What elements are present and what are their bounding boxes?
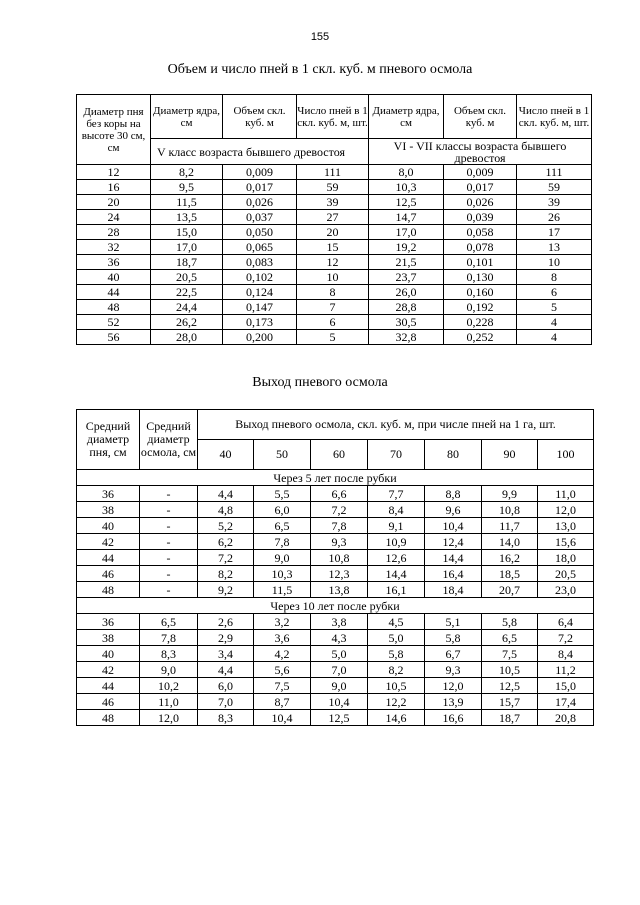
table-cell: 14,0 xyxy=(482,534,538,550)
table-cell: 12,6 xyxy=(368,550,425,566)
table-cell: 0,017 xyxy=(223,180,297,195)
table-cell: 24 xyxy=(77,210,151,225)
table-cell: 32,8 xyxy=(369,330,444,345)
table-cell: 13 xyxy=(517,240,592,255)
table-cell: 7,7 xyxy=(368,486,425,502)
table-cell: 7,2 xyxy=(198,550,254,566)
header-stump-diameter: Диаметр пня без коры на высоте 30 см, см xyxy=(77,95,151,165)
header-stump-count: 50 xyxy=(254,440,311,470)
table1-title: Объем и число пней в 1 скл. куб. м пневого осмола xyxy=(167,62,473,77)
table-cell: 20 xyxy=(77,195,151,210)
table-cell: 9,0 xyxy=(311,678,368,694)
table-cell: 44 xyxy=(77,550,140,566)
table-cell: 4 xyxy=(517,315,592,330)
table-cell: 8,2 xyxy=(198,566,254,582)
header-stump-count: 80 xyxy=(425,440,482,470)
table-row xyxy=(77,315,592,330)
table-cell: 7,8 xyxy=(140,630,198,646)
header-stump-count: 100 xyxy=(538,440,594,470)
table-cell: 0,039 xyxy=(444,210,517,225)
table-cell: 4,4 xyxy=(198,662,254,678)
table-cell: 44 xyxy=(77,678,140,694)
table-cell: 46 xyxy=(77,694,140,710)
stump-volume-table xyxy=(76,94,592,345)
table-cell: 11,7 xyxy=(482,518,538,534)
header-stump-count: 40 xyxy=(198,440,254,470)
header-count-b: Число пней в 1 скл. куб. м, шт. xyxy=(517,95,592,139)
table-cell: 12,5 xyxy=(311,710,368,726)
table-cell: 7,5 xyxy=(482,646,538,662)
table-cell: 5 xyxy=(517,300,592,315)
table-cell: 4,5 xyxy=(368,614,425,630)
table-cell: 12 xyxy=(297,255,369,270)
section-label: Через 5 лет после рубки xyxy=(77,470,594,486)
table-cell: 18,7 xyxy=(482,710,538,726)
table-cell: 9,5 xyxy=(151,180,223,195)
table-cell: 6,5 xyxy=(140,614,198,630)
table-row xyxy=(77,646,594,662)
table-cell: 15,7 xyxy=(482,694,538,710)
table-cell: 44 xyxy=(77,285,151,300)
table-cell: 8,2 xyxy=(151,165,223,180)
header-stump-count: 90 xyxy=(482,440,538,470)
table-cell: 5,8 xyxy=(425,630,482,646)
table-cell: 16,2 xyxy=(482,550,538,566)
table-cell: 20,5 xyxy=(151,270,223,285)
table-cell: 9,3 xyxy=(311,534,368,550)
table-cell: 9,0 xyxy=(254,550,311,566)
table-row xyxy=(77,210,592,225)
table-cell: 7,2 xyxy=(311,502,368,518)
table-cell: 5,8 xyxy=(482,614,538,630)
resin-yield-table xyxy=(76,409,594,726)
table-row xyxy=(77,486,594,502)
table-cell: 18,0 xyxy=(538,550,594,566)
table-cell: 16,1 xyxy=(368,582,425,598)
table-cell: 10,5 xyxy=(368,678,425,694)
table-cell: 26 xyxy=(517,210,592,225)
table-row xyxy=(77,694,594,710)
table-cell: 18,5 xyxy=(482,566,538,582)
table-cell: 52 xyxy=(77,315,151,330)
table-cell: 7,0 xyxy=(311,662,368,678)
table-cell: 10,5 xyxy=(482,662,538,678)
table-cell: 0,037 xyxy=(223,210,297,225)
table-cell: 10,8 xyxy=(311,550,368,566)
table-cell: 13,9 xyxy=(425,694,482,710)
table-cell: 0,124 xyxy=(223,285,297,300)
header-yield: Выход пневого осмола, скл. куб. м, при числе пней на 1 га, шт. xyxy=(198,410,594,440)
table-cell: 10,3 xyxy=(369,180,444,195)
header-core-diameter-b: Диаметр ядра, см xyxy=(369,95,444,139)
table-cell: 10,9 xyxy=(368,534,425,550)
table-cell: 0,192 xyxy=(444,300,517,315)
table-cell: 15,0 xyxy=(151,225,223,240)
table-row xyxy=(77,550,594,566)
table-row xyxy=(77,300,592,315)
table-cell: 16 xyxy=(77,180,151,195)
table-cell: 12,4 xyxy=(425,534,482,550)
table-cell: 42 xyxy=(77,662,140,678)
table-cell: 8 xyxy=(517,270,592,285)
table-row xyxy=(77,195,592,210)
header-core-diameter-a: Диаметр ядра, см xyxy=(151,95,223,139)
table-cell: 0,058 xyxy=(444,225,517,240)
table-cell: 12,5 xyxy=(482,678,538,694)
table-cell: 20,7 xyxy=(482,582,538,598)
table-row xyxy=(77,662,594,678)
header-avg-resin-diameter: Средний диаметр осмола, см xyxy=(140,410,198,470)
table-cell: 5,0 xyxy=(311,646,368,662)
table-cell: 7,8 xyxy=(311,518,368,534)
table-cell: 8,4 xyxy=(538,646,594,662)
table-cell: 11,0 xyxy=(140,694,198,710)
table-cell: 17,4 xyxy=(538,694,594,710)
table-cell: 38 xyxy=(77,630,140,646)
header-avg-stump-diameter: Средний диаметр пня, см xyxy=(77,410,140,470)
table-cell: 3,8 xyxy=(311,614,368,630)
table-cell: 48 xyxy=(77,582,140,598)
table-cell: 39 xyxy=(297,195,369,210)
table-cell: 48 xyxy=(77,300,151,315)
table-cell: 15,6 xyxy=(538,534,594,550)
table-cell: 16,4 xyxy=(425,566,482,582)
section-label: Через 10 лет после рубки xyxy=(77,598,594,614)
table-row xyxy=(77,630,594,646)
table-row xyxy=(77,270,592,285)
table-cell: 8,0 xyxy=(369,165,444,180)
table-cell: 5,8 xyxy=(368,646,425,662)
table-cell: 11,5 xyxy=(254,582,311,598)
table-row xyxy=(77,678,594,694)
table-cell: 39 xyxy=(517,195,592,210)
table-cell: 12,3 xyxy=(311,566,368,582)
table-cell: 9,1 xyxy=(368,518,425,534)
table-cell: 27 xyxy=(297,210,369,225)
table-row xyxy=(77,518,594,534)
table-cell: 0,228 xyxy=(444,315,517,330)
table-cell: 9,9 xyxy=(482,486,538,502)
table-row xyxy=(77,330,592,345)
table-cell: 36 xyxy=(77,614,140,630)
table-cell: 0,026 xyxy=(444,195,517,210)
table-cell: 14,4 xyxy=(425,550,482,566)
table-cell: 111 xyxy=(517,165,592,180)
table-cell: 0,102 xyxy=(223,270,297,285)
table-cell: 0,026 xyxy=(223,195,297,210)
table-cell: 36 xyxy=(77,255,151,270)
table-row xyxy=(77,180,592,195)
table-cell: 8,3 xyxy=(140,646,198,662)
table-cell: 0,009 xyxy=(444,165,517,180)
table-cell: 4,3 xyxy=(311,630,368,646)
table-cell: 5,2 xyxy=(198,518,254,534)
table-row xyxy=(77,710,594,726)
header-group-age-class-vi-vii: VI - VII классы возраста бывшего древостоя xyxy=(369,139,592,165)
table-cell: 13,5 xyxy=(151,210,223,225)
table-cell: 19,2 xyxy=(369,240,444,255)
header-stump-count: 70 xyxy=(368,440,425,470)
table-cell: 0,078 xyxy=(444,240,517,255)
table-cell: 8,7 xyxy=(254,694,311,710)
table-cell: 46 xyxy=(77,566,140,582)
table-row xyxy=(77,285,592,300)
table-cell: 4,2 xyxy=(254,646,311,662)
table-cell: 3,6 xyxy=(254,630,311,646)
table-cell: 12,0 xyxy=(140,710,198,726)
table-cell: 12,5 xyxy=(369,195,444,210)
table-cell: 13,8 xyxy=(311,582,368,598)
section-row xyxy=(77,470,594,486)
table-cell: 7,0 xyxy=(198,694,254,710)
table-cell: 5,0 xyxy=(368,630,425,646)
table-cell: 36 xyxy=(77,486,140,502)
table-cell: 9,3 xyxy=(425,662,482,678)
table-cell: 0,200 xyxy=(223,330,297,345)
table-cell: 17,0 xyxy=(369,225,444,240)
page-number: 155 xyxy=(310,31,330,43)
table-cell: 6,0 xyxy=(254,502,311,518)
table-cell: 12,2 xyxy=(368,694,425,710)
table-cell: 0,130 xyxy=(444,270,517,285)
table-cell: 22,5 xyxy=(151,285,223,300)
table-cell: 28 xyxy=(77,225,151,240)
header-group-age-class-v: V класс возраста бывшего древостоя xyxy=(151,139,369,165)
table-cell: 48 xyxy=(77,710,140,726)
table-row xyxy=(77,240,592,255)
header-stump-count: 60 xyxy=(311,440,368,470)
table-row xyxy=(77,534,594,550)
table-cell: 12,0 xyxy=(538,502,594,518)
table-cell: 111 xyxy=(297,165,369,180)
table-cell: 26,2 xyxy=(151,315,223,330)
table-cell: - xyxy=(140,486,198,502)
table-cell: 11,5 xyxy=(151,195,223,210)
table-cell: 0,065 xyxy=(223,240,297,255)
table-cell: - xyxy=(140,502,198,518)
table-cell: 21,5 xyxy=(369,255,444,270)
table-cell: 17 xyxy=(517,225,592,240)
table-cell: 10 xyxy=(517,255,592,270)
table-cell: 0,101 xyxy=(444,255,517,270)
table-cell: 6,2 xyxy=(198,534,254,550)
table-cell: 0,252 xyxy=(444,330,517,345)
table-cell: 5 xyxy=(297,330,369,345)
table-cell: 2,9 xyxy=(198,630,254,646)
table-cell: 6 xyxy=(297,315,369,330)
table-cell: 8,3 xyxy=(198,710,254,726)
table-cell: 59 xyxy=(297,180,369,195)
table-cell: 7,2 xyxy=(538,630,594,646)
table-cell: 11,0 xyxy=(538,486,594,502)
table-cell: 40 xyxy=(77,646,140,662)
table-cell: - xyxy=(140,550,198,566)
table-cell: 10,3 xyxy=(254,566,311,582)
table-cell: 20,8 xyxy=(538,710,594,726)
table-cell: 0,083 xyxy=(223,255,297,270)
table-cell: 0,050 xyxy=(223,225,297,240)
table-cell: 32 xyxy=(77,240,151,255)
table-cell: 6,7 xyxy=(425,646,482,662)
table-cell: 15 xyxy=(297,240,369,255)
table-cell: 7,8 xyxy=(254,534,311,550)
table-cell: 23,0 xyxy=(538,582,594,598)
table-cell: 28,0 xyxy=(151,330,223,345)
table-cell: 4,8 xyxy=(198,502,254,518)
table-cell: 0,017 xyxy=(444,180,517,195)
table-cell: 10,4 xyxy=(311,694,368,710)
table-cell: 10,8 xyxy=(482,502,538,518)
header-volume-a: Объем скл. куб. м xyxy=(223,95,297,139)
table-cell: 4 xyxy=(517,330,592,345)
table-cell: 6,5 xyxy=(254,518,311,534)
table-cell: 18,4 xyxy=(425,582,482,598)
table-cell: 56 xyxy=(77,330,151,345)
table-cell: 5,5 xyxy=(254,486,311,502)
table-cell: 28,8 xyxy=(369,300,444,315)
header-volume-b: Объем скл. куб. м xyxy=(444,95,517,139)
table-cell: 38 xyxy=(77,502,140,518)
table-cell: 9,2 xyxy=(198,582,254,598)
table-row xyxy=(77,502,594,518)
table-cell: 2,6 xyxy=(198,614,254,630)
table-cell: 6,5 xyxy=(482,630,538,646)
header-count-a: Число пней в 1 скл. куб. м, шт. xyxy=(297,95,369,139)
table-cell: 13,0 xyxy=(538,518,594,534)
table-cell: 6,6 xyxy=(311,486,368,502)
table-cell: 8 xyxy=(297,285,369,300)
table-cell: 9,0 xyxy=(140,662,198,678)
table-cell: 9,6 xyxy=(425,502,482,518)
table-cell: 0,147 xyxy=(223,300,297,315)
table-cell: 5,1 xyxy=(425,614,482,630)
table-cell: 0,173 xyxy=(223,315,297,330)
table-cell: 11,2 xyxy=(538,662,594,678)
table-cell: 20,5 xyxy=(538,566,594,582)
table-row xyxy=(77,225,592,240)
table-cell: 3,2 xyxy=(254,614,311,630)
table-row xyxy=(77,566,594,582)
table-cell: 0,160 xyxy=(444,285,517,300)
table-row xyxy=(77,165,592,180)
table-cell: 12,0 xyxy=(425,678,482,694)
table-row xyxy=(77,255,592,270)
table-cell: 20 xyxy=(297,225,369,240)
table-row xyxy=(77,582,594,598)
table-cell: 10 xyxy=(297,270,369,285)
table-cell: - xyxy=(140,566,198,582)
table-cell: 0,009 xyxy=(223,165,297,180)
table-cell: - xyxy=(140,582,198,598)
table2-title: Выход пневого осмола xyxy=(252,375,388,390)
table-cell: 30,5 xyxy=(369,315,444,330)
table-cell: 6,4 xyxy=(538,614,594,630)
table-cell: 5,6 xyxy=(254,662,311,678)
table-cell: 6,0 xyxy=(198,678,254,694)
table-cell: 8,8 xyxy=(425,486,482,502)
table-cell: 16,6 xyxy=(425,710,482,726)
table-cell: 12 xyxy=(77,165,151,180)
section-row xyxy=(77,598,594,614)
table-cell: 7,5 xyxy=(254,678,311,694)
table-cell: 14,6 xyxy=(368,710,425,726)
table-cell: - xyxy=(140,518,198,534)
table-cell: 8,2 xyxy=(368,662,425,678)
table-cell: 10,4 xyxy=(254,710,311,726)
table-cell: 6 xyxy=(517,285,592,300)
table-cell: 10,4 xyxy=(425,518,482,534)
table-cell: 4,4 xyxy=(198,486,254,502)
table-cell: 14,7 xyxy=(369,210,444,225)
table-cell: 17,0 xyxy=(151,240,223,255)
table-cell: 40 xyxy=(77,518,140,534)
table-cell: 8,4 xyxy=(368,502,425,518)
table-cell: 18,7 xyxy=(151,255,223,270)
table-cell: 3,4 xyxy=(198,646,254,662)
table-cell: 59 xyxy=(517,180,592,195)
table-cell: 7 xyxy=(297,300,369,315)
table-cell: 40 xyxy=(77,270,151,285)
table-cell: 14,4 xyxy=(368,566,425,582)
table-row xyxy=(77,614,594,630)
table-cell: 15,0 xyxy=(538,678,594,694)
table-cell: 10,2 xyxy=(140,678,198,694)
table-cell: 23,7 xyxy=(369,270,444,285)
table-cell: - xyxy=(140,534,198,550)
table-cell: 24,4 xyxy=(151,300,223,315)
table-cell: 42 xyxy=(77,534,140,550)
table-cell: 26,0 xyxy=(369,285,444,300)
